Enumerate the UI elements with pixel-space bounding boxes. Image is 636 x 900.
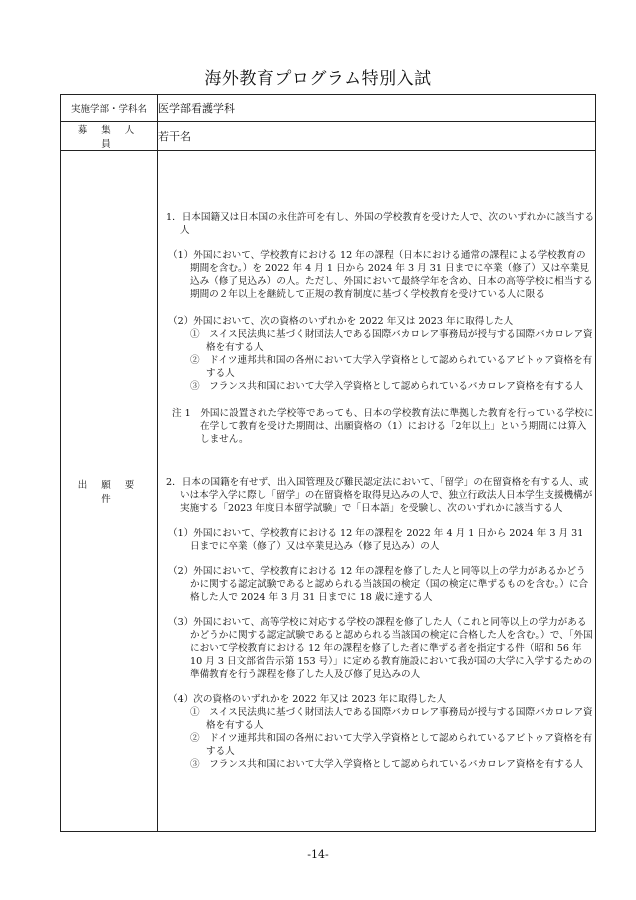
section2-item4-sub3: ③ フランス共和国において大学入学資格として認められているバカロレア資格を有する人 (190, 759, 584, 770)
section1-item2: （2）外国において、次の資格のいずれかを 2022 年又は 2023 年に取得した人 (168, 316, 514, 327)
section1-item2-sub1: ① スイス民法典に基づく財団法人である国際バカロレア事務局が授与する国際バカロレア資格を有する人 (190, 329, 593, 353)
section1-heading: 1．日本国籍又は日本国の永住許可を有し、外国の学校教育を受けた人で、次のいずれかに該当する人 (166, 212, 595, 236)
requirements-content (158, 151, 596, 832)
capacity-label: 募集人員 (61, 122, 158, 151)
page-number: -14- (307, 848, 329, 861)
capacity-row (61, 122, 596, 151)
section1-item1: （1）外国において、学校教育における 12 年の課程（日本における通常の課程による学校教育の期間を含む。）を 2022 年 4 月 1 日から 2024 年 3 月 31 日までに卒業（修了）又は卒業見込み（修了見込み）の人。ただし、外国において最終学年を含め、日本の高等学校に相当する期間の２年以上を継続して正規の教育制度に基づく学校教育を受けている人に限る (168, 250, 593, 300)
department-value: 医学部看護学科 (158, 95, 596, 122)
section2-item4-sub2: ② ドイツ連邦共和国の各州において大学入学資格として認められているアビトゥア資格を有する人 (190, 733, 593, 757)
section1-item2-sub2: ② ドイツ連邦共和国の各州において大学入学資格として認められているアビトゥア資格を有する人 (190, 355, 593, 379)
section1-item2-sub3: ③ フランス共和国において大学入学資格として認められているバカロレア資格を有する人 (190, 381, 584, 392)
section2-item2: （2）外国において、学校教育における 12 年の課程を修了した人と同等以上の学力があるかどうかに関する認定試験であると認められる当該国の検定（国の検定に準ずるものを含む。）に合格した人で 2024 年 3 月 31 日までに 18 歳に達する人 (168, 566, 589, 603)
capacity-value: 若干名 (158, 122, 596, 151)
section2-item3: （3）外国において、高等学校に対応する学校の課程を修了した人（これと同等以上の学力があるかどうかに関する認定試験であると認められる当該国の検定に合格した人を含む。）で、「外国において学校教育における 12 年の課程を修了した者に準ずる者を指定する件（昭和 56 年 10 月 3 日文部省告示第 153 号）」に定める教育施設において我が国の大学に入学するための準備教育を行う課程を修了した人及び修了見込みの人 (168, 617, 593, 680)
section1-note: 注 1 外国に設置された学校等であっても、日本の学校教育法に準拠した教育を行っている学校に在学して教育を受けた期間は、出願資格の（1）における「2年以上」という期間には算入しません。 (172, 408, 594, 445)
requirements-label: 出願要件 (61, 151, 158, 832)
requirements-row (61, 151, 596, 832)
department-row (61, 95, 596, 122)
section2-heading: 2．日本の国籍を有せず、出入国管理及び難民認定法において、「留学」の在留資格を有する人、或いは本学入学に際し「留学」の在留資格を取得見込みの人で、独立行政法人日本学生支援機構が実施する「2023 年度日本留学試験」で「日本語」を受験し、次のいずれかに該当する人 (166, 477, 593, 514)
section2-item1: （1）外国において、学校教育における 12 年の課程を 2022 年 4 月 1 日から 2024 年 3 月 31 日までに卒業（修了）又は卒業見込み（修了見込み）の人 (168, 528, 584, 552)
requirements-table (60, 94, 596, 832)
section2-item4: （4）次の資格のいずれかを 2022 年又は 2023 年に取得した人 (168, 694, 447, 705)
page-title: 海外教育プログラム特別入試 (204, 69, 432, 89)
department-label: 実施学部・学科名 (61, 95, 158, 122)
section2-item4-sub1: ① スイス民法典に基づく財団法人である国際バカロレア事務局が授与する国際バカロレア資格を有する人 (190, 707, 593, 731)
